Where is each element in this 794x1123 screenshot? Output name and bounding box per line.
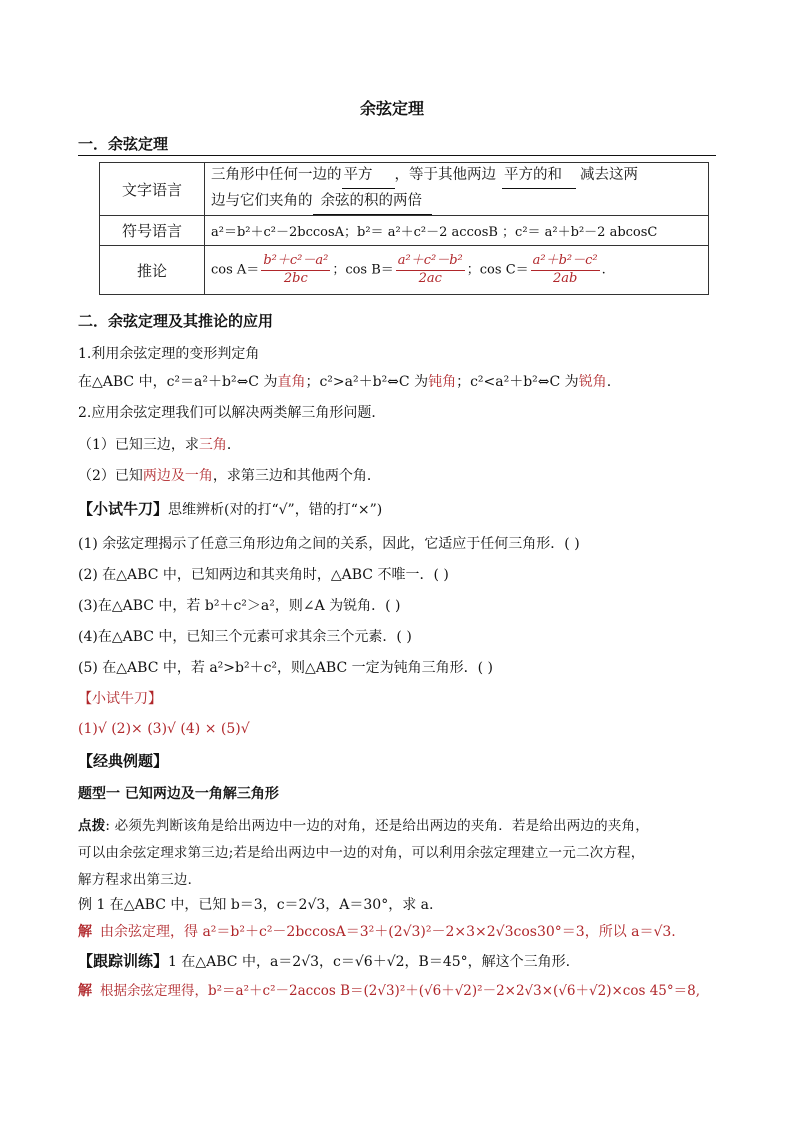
tip-line-2: 可以由余弦定理求第三边;若是给出两边中一边的对角，可以利用余弦定理建立一元二次方程， [78, 845, 645, 861]
fraction-numerator: a²＋c²－b² [396, 253, 465, 270]
section-heading-1: 一．余弦定理 [78, 135, 169, 153]
fraction-numerator: b²＋c²－a² [261, 253, 330, 270]
blank-answer-3: 余弦的积的两倍 [313, 189, 433, 215]
text-segment: ，求第三边和其他两个角． [212, 468, 381, 484]
text-segment: ． [226, 437, 241, 453]
acute-angle-term: 锐角 [578, 374, 607, 390]
table-row-text-language [100, 163, 709, 216]
tracking-text: 1 在△ABC 中，a＝2√3，c＝√6＋√2，B＝45°，解这个三角形. [168, 954, 571, 970]
tip-label: 点拨 [78, 818, 106, 834]
solution-text: 由余弦定理，得 a²＝b²＋c²－2bccosA＝3²＋(2√3)²－2×3×2√3cos30°＝3，所以 a＝√3. [100, 924, 676, 940]
paragraph-angle-rules [78, 374, 611, 391]
table-row-corollary [100, 246, 709, 295]
blank-answer-2: 平方的和 [502, 163, 576, 189]
text-segment: 在△ABC 中，c²＝a²＋b²⇔C 为 [78, 374, 278, 390]
fraction-cos-c [531, 253, 600, 287]
table-label-text-language: 文字语言 [100, 163, 205, 216]
period: . [601, 262, 606, 278]
two-sides-one-angle-term: 两边及一角 [142, 468, 213, 484]
examples-heading: 【经典例题】 [78, 752, 169, 770]
quiz-question-2: (2) 在△ABC 中，已知两边和其夹角时，△ABC 不唯一．( ) [78, 567, 449, 583]
quiz-question-5: (5) 在△ABC 中，若 a²>b²＋c²，则△ABC 一定为钝角三角形．( ) [78, 660, 493, 676]
cos-a-label: cos A＝ [211, 262, 260, 278]
blank-answer-1: 平方 [342, 163, 395, 189]
fraction-denominator: 2bc [283, 270, 308, 286]
text-segment: （2）已知 [78, 468, 143, 484]
definition-table [99, 162, 709, 295]
text-segment: （1）已知三边，求 [78, 437, 199, 453]
question-type-heading: 题型一 已知两边及一角解三角形 [78, 786, 279, 802]
table-label-symbolic-language: 符号语言 [100, 216, 205, 246]
text-segment: ；c²>a²＋b²⇔C 为 [305, 374, 429, 390]
paragraph-type-2 [78, 468, 381, 485]
table-cell-corollary [205, 246, 709, 295]
paragraph-type-1 [78, 437, 241, 454]
quiz-question-1: (1) 余弦定理揭示了任意三角形边角之间的关系，因此，它适应于任何三角形．( ) [78, 536, 580, 552]
fraction-cos-b [396, 253, 465, 287]
cos-b-label: ；cos B＝ [332, 262, 394, 278]
table-cell-text-language [205, 163, 709, 216]
example-1-solution [78, 924, 676, 941]
right-angle-term: 直角 [277, 374, 306, 390]
three-angles-term: 三角 [198, 437, 227, 453]
text-segment: ；c²<a²＋b²⇔C 为 [456, 374, 579, 390]
table-row-symbolic-language [100, 216, 709, 246]
fraction-denominator: 2ab [552, 270, 578, 286]
text-segment: : 必须先判断该角是给出两边中一边的对角，还是给出两边的夹角．若是给出两边的夹角， [105, 818, 649, 834]
section-heading-2: 二．余弦定理及其推论的应用 [78, 312, 274, 330]
page-title: 余弦定理 [360, 99, 425, 118]
table-cell-symbolic-language: a²＝b²＋c²－2bccosA；b²＝ a²＋c²－2 accosB ；c²＝ a²＋b²－2 abcosC [205, 216, 709, 246]
quiz-heading [78, 500, 382, 519]
text-segment: . [606, 374, 612, 390]
text-segment: 减去这两 [580, 167, 638, 183]
quiz-instruction: 思维辨析(对的打“√”，错的打“×”) [168, 502, 383, 518]
answer-heading: 【小试牛刀】 [78, 691, 162, 707]
obtuse-angle-term: 钝角 [428, 374, 457, 390]
cos-c-label: ；cos C＝ [466, 262, 529, 278]
quiz-heading-label: 【小试牛刀】 [78, 500, 169, 518]
section-divider-1 [78, 155, 716, 156]
solution-label: 解 [78, 924, 92, 940]
tip-line-3: 解方程求出第三边． [78, 872, 202, 888]
text-segment: 边与它们夹角的 [211, 193, 313, 209]
solution-label: 解 [78, 983, 92, 999]
tracking-heading: 【跟踪训练】 [78, 952, 169, 970]
quiz-question-4: (4)在△ABC 中，已知三个元素可求其余三个元素．( ) [78, 629, 412, 645]
example-1: 例 1 在△ABC 中，已知 b＝3，c＝2√3，A＝30°，求 a. [78, 897, 434, 913]
fraction-numerator: a²＋b²－c² [531, 253, 600, 270]
solution-text: 根据余弦定理得，b²＝a²＋c²－2accos B＝(2√3)²＋(√6＋√2)²－2×2√3×(√6＋√2)×cos 45°＝8, [100, 983, 701, 999]
text-segment: 三角形中任何一边的 [211, 167, 342, 183]
text-segment: ，等于其他两边 [394, 167, 496, 183]
paragraph-judge-angle: 1.利用余弦定理的变形判定角 [78, 346, 260, 362]
fraction-cos-a [261, 253, 330, 287]
quiz-question-3: (3)在△ABC 中，若 b²＋c²＞a²，则∠A 为锐角．( ) [78, 598, 401, 614]
answer-list: (1)√ (2)× (3)√ (4) × (5)√ [78, 721, 250, 737]
paragraph-two-types: 2.应用余弦定理我们可以解决两类解三角形问题． [78, 405, 386, 421]
fraction-denominator: 2ac [418, 270, 442, 286]
table-label-corollary: 推论 [100, 246, 205, 295]
tracking-exercise-1 [78, 952, 570, 971]
tip-line-1 [78, 818, 649, 834]
tracking-exercise-1-solution [78, 983, 700, 1000]
